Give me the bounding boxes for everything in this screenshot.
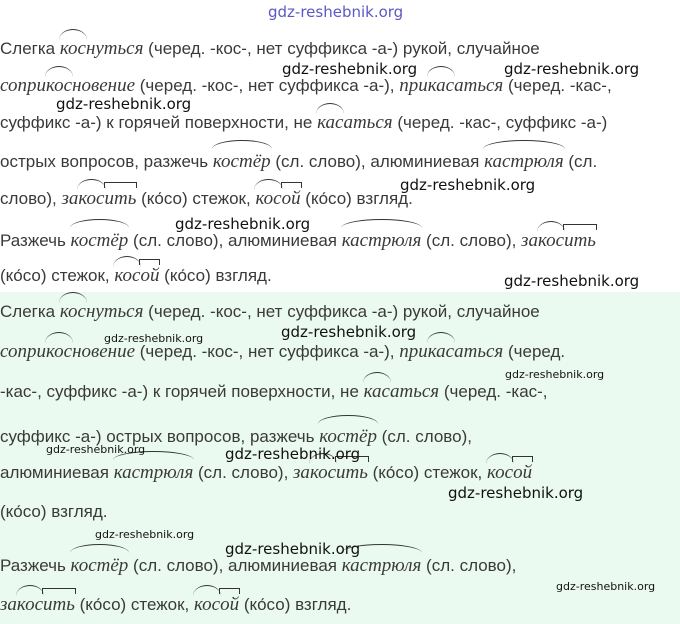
watermark: gdz-reshebnik.org [225,445,361,463]
root: кос [16,594,44,615]
text: (ко́со) стежок, [74,595,194,614]
analyzed-word [0,595,75,615]
prefix: сопри [0,75,46,96]
watermark: gdz-reshebnik.org [556,580,656,593]
text: (ко́со) взгляд. [0,502,108,521]
analyzed-word [71,556,129,576]
text: (черед. -кас-, суффикс -а-) [392,113,608,132]
text-line [0,152,597,174]
watermark: gdz-reshebnik.org [56,95,192,113]
root: кас [317,112,344,133]
watermark: gdz-reshebnik.org [448,484,584,502]
suffix: новение [72,341,136,362]
watermark: gdz-reshebnik.org [504,60,640,78]
suffix: новение [72,75,136,96]
root: кастрюля [341,555,422,576]
analyzed-word [342,231,422,251]
analyzed-word [114,266,159,286]
analyzed-word [342,556,422,576]
watermark: gdz-reshebnik.org [225,540,361,558]
text: (черед. -кос-, нет суффикса -а-) рукой, случайное [143,302,540,321]
text: (черед. -кас-, [439,382,548,401]
text: Разжечь [0,231,71,250]
root: кос [193,594,221,615]
text: (сл. [563,152,598,171]
watermark: gdz-reshebnik.org [505,368,605,381]
text: -кас-, суффикс -а-) к горячей поверхности, не [0,382,364,401]
analyzed-word [399,342,503,362]
analyzed-word [293,463,368,483]
prefix: сопри [0,341,46,362]
root: кас [427,341,455,362]
text: (сл. слово), [193,463,294,482]
text: (ко́со) стежок, [0,266,115,285]
root: кос [59,301,86,322]
watermark: gdz-reshebnik.org [281,323,417,341]
prefix: за [521,230,538,251]
text: (сл. слово), алюминиевая [128,556,342,575]
watermark: gdz-reshebnik.org [504,272,640,290]
suffix: аться [454,341,504,362]
root: кос [59,38,86,59]
text: (ко́со) взгляд. [159,266,272,285]
analyzed-word [194,595,239,615]
ending: ить [43,594,75,615]
text: острых вопросов, разжечь [0,152,213,171]
text-line [0,231,596,253]
analyzed-word [364,382,440,402]
root: кос [78,188,105,209]
site-header [0,0,680,26]
text: (черед. -кос-, нет суффикса -а-), [135,76,400,95]
text: (сл. слово), алюминиевая [128,231,342,250]
root: кастрюля [341,230,422,251]
watermark: gdz-reshebnik.org [46,443,146,456]
prefix: при [399,75,428,96]
analyzed-word [319,427,377,447]
analyzed-word [317,113,393,133]
root: кос [537,230,565,251]
text-line [0,382,548,404]
analyzed-word [213,152,271,172]
text-line [0,595,351,617]
root: кас [363,381,390,402]
text: (черед. -кос-, нет суффикса -а-) рукой, случайное [143,39,540,58]
ending: ить [104,188,137,209]
analyzed-word [60,302,144,322]
text: (черед. [503,342,566,361]
watermark: gdz-reshebnik.org [400,176,536,194]
analyzed-word [487,463,532,483]
text: (сл. слово), алюминиевая [270,152,485,171]
watermark: gdz-reshebnik.org [175,215,311,233]
prefix: при [399,341,428,362]
root: кастрюля [113,462,194,483]
text: суффикс -а-) к горячей поверхности, не [0,113,318,132]
ending: ой [513,462,533,483]
text-line [0,502,108,524]
suffix: аться [343,112,393,133]
analyzed-word [0,76,135,96]
text: (ко́со) стежок, [367,463,487,482]
analyzed-word [71,231,129,251]
watermark: gdz-reshebnik.org [95,528,195,541]
analyzed-word [484,152,564,172]
ending: ить [564,230,596,251]
text: Разжечь [0,556,71,575]
ending: ой [220,594,240,615]
prefix: за [61,188,79,209]
text-line [0,189,413,211]
suffix: аться [389,381,440,402]
ending: ой [140,265,160,286]
text: Слегка [0,302,60,321]
root: кос [114,265,141,286]
root: кос [255,188,282,209]
text-line [0,266,272,288]
site-name[interactable]: gdz-reshebnik.org [268,3,404,21]
ending: нуться [85,301,144,322]
analyzed-word [521,231,596,251]
text: (ко́со) взгляд. [300,189,413,208]
root: кас [427,75,455,96]
text-line [0,463,532,485]
analyzed-word [61,189,136,209]
text: (сл. слово), [376,427,472,446]
root: костёр [319,426,377,447]
text-line [0,342,565,364]
ending: нуться [85,38,144,59]
watermark: gdz-reshebnik.org [282,60,418,78]
root: кос [487,462,514,483]
root: костёр [70,230,129,251]
analyzed-word [399,76,503,96]
text: (ко́со) взгляд. [239,595,352,614]
root: кастрюля [484,151,564,172]
analyzed-word [114,463,194,483]
ending: ить [336,462,368,483]
root: кос [309,462,337,483]
root: кос [45,341,73,362]
text: (черед. -кас-, [503,76,612,95]
prefix: за [293,462,310,483]
root: костёр [70,555,129,576]
text-line [0,556,516,578]
analyzed-word [60,39,144,59]
text: (черед. -кос-, нет суффикса -а-), [135,342,400,361]
text: (ко́со) стежок, [136,189,256,208]
text: слово), [0,189,62,208]
suffix: аться [454,75,504,96]
prefix: за [0,594,17,615]
text: алюминиевая [0,463,114,482]
text: (сл. слово), [421,556,517,575]
root: кос [45,75,73,96]
text-line [0,39,540,61]
text: суффикс -а-) острых вопросов, разжечь [0,427,320,446]
text: (сл. слово), [421,231,522,250]
ending: ой [281,188,301,209]
text: Слегка [0,39,60,58]
root: костёр [212,151,271,172]
watermark: gdz-reshebnik.org [104,332,204,345]
text-line [0,302,540,324]
analyzed-word [255,189,300,209]
analyzed-word [0,342,135,362]
text-line [0,113,607,135]
